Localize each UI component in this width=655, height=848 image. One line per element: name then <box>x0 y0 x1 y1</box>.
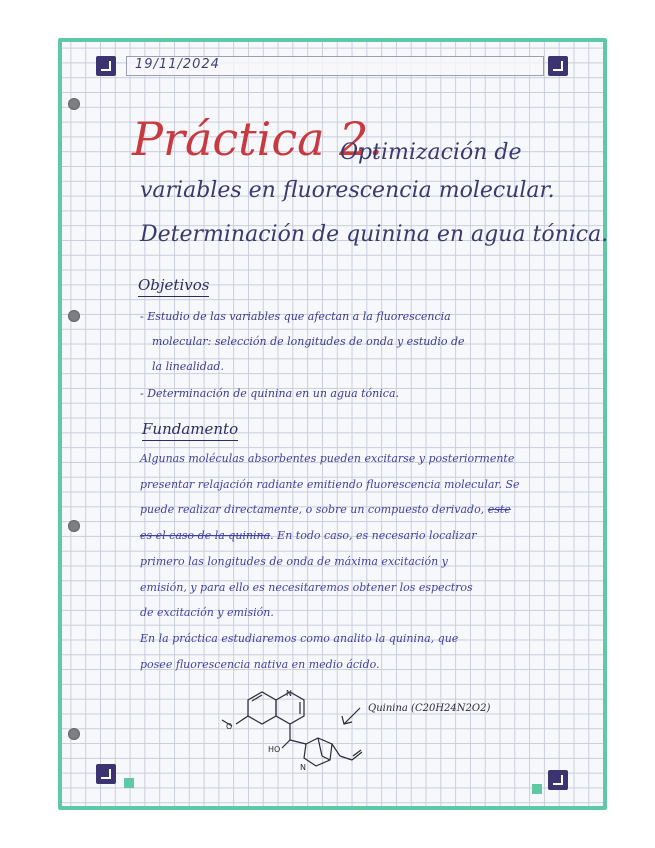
fundamento-line: emisión, y para ello es necesitaremos obtener los espectros <box>140 581 473 594</box>
fundamento-line: presentar relajación radiante emitiendo fluorescencia molecular. Se <box>140 478 520 491</box>
atom-label: N <box>300 763 306 772</box>
fundamento-line: Algunas moléculas absorbentes pueden excitarse y posteriormente <box>140 452 515 465</box>
objetivo-line: molecular: selección de longitudes de onda y estudio de <box>152 335 465 348</box>
fundamento-line: primero las longitudes de onda de máxima excitación y <box>140 555 448 568</box>
fundamento-line-text: puede realizar directamente, o sobre un compuesto derivado, <box>140 503 488 516</box>
atom-label: N <box>286 689 292 698</box>
title-line-2: variables en fluorescencia molecular. <box>140 178 555 203</box>
objetivo-line: - Estudio de las variables que afectan a la fluorescencia <box>140 310 451 323</box>
quinine-label: Quinina (C20H24N2O2) <box>368 703 491 714</box>
fundamento-line: posee fluorescencia nativa en medio ácido. <box>140 658 380 671</box>
fundamento-heading: Fundamento <box>142 420 238 441</box>
fundamento-line: En la práctica estudiaremos como analito la quinina, que <box>140 632 459 645</box>
objetivos-heading: Objetivos <box>138 276 209 297</box>
fundamento-line: de excitación y emisión. <box>140 606 274 619</box>
struck-phrase: es el caso de la quinina <box>140 529 271 542</box>
date-text: 19/11/2024 <box>135 57 220 72</box>
struck-word: este <box>487 503 511 516</box>
title-line-1: Optimización de <box>340 140 522 165</box>
title-line-3: Determinación de quinina en agua tónica. <box>140 222 609 247</box>
objetivo-line: - Determinación de quinina en un agua tónica. <box>140 387 399 400</box>
atom-label: HO <box>268 745 281 754</box>
atom-label: O <box>226 722 233 731</box>
practice-title: Práctica 2. <box>132 112 384 166</box>
objetivo-line: la linealidad. <box>152 360 224 373</box>
fundamento-line-text: . En todo caso, es necesario localizar <box>270 529 477 542</box>
